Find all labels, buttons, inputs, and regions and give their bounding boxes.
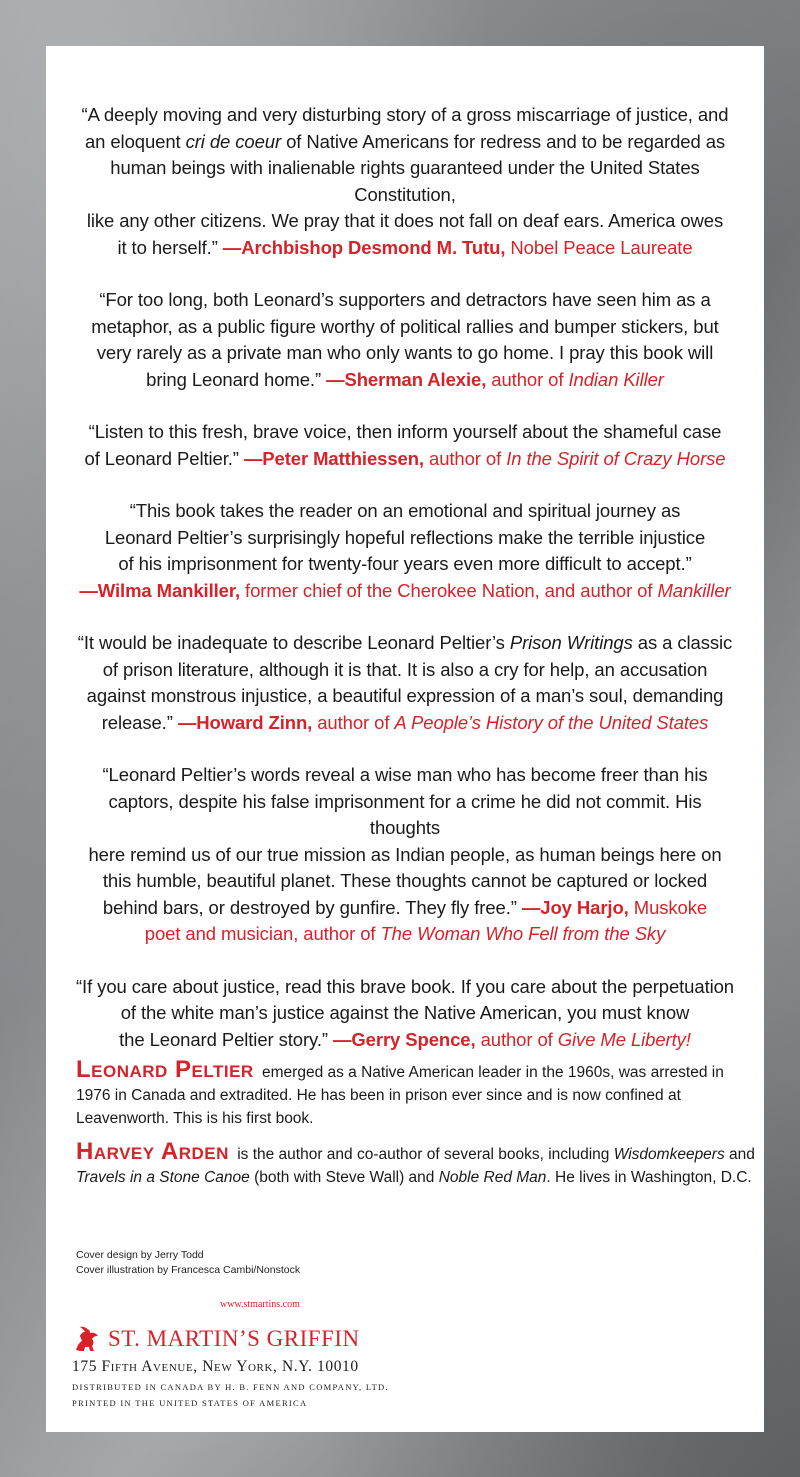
blurb-text: of his imprisonment for twenty-four years even more difficult to accept.” (118, 553, 692, 574)
blurb-text: captors, despite his false imprisonment for a crime he did not commit. His thoughts (108, 790, 702, 838)
cover-design-credit: Cover design by Jerry Todd (76, 1249, 204, 1261)
blurb-text: “If you care about justice, read this brave book. If you care about the perpetuation (75, 975, 734, 997)
publisher-address: 175 Fifth Avenue, New York, N.Y. 10010 (72, 1358, 359, 1375)
bio-name-arden: Harvey Arden (76, 1138, 229, 1165)
griffin-icon (72, 1324, 102, 1354)
blurb-text: here remind us of our true mission as Indian people, as human beings here on (88, 843, 722, 865)
blurb-text: very rarely as a private man who only wants to go home. I pray this book will (96, 342, 714, 363)
blurb-text: an eloquent cri de coeur of Native Americans for redress and to be regarded as (84, 130, 726, 152)
blurb-harjo (46, 762, 764, 948)
blurb-author: —Sherman Alexie, (326, 368, 487, 390)
blurb-attribution: of Leonard Peltier.” —Peter Matthiessen, author of In the Spirit of Crazy Horse (84, 447, 726, 469)
publisher-url[interactable]: www.stmartins.com (220, 1299, 300, 1310)
blurb-alexie (46, 287, 764, 393)
blurb-attribution-cont: poet and musician, author of The Woman Who Fell from the Sky (144, 923, 666, 944)
bio-arden: Harvey Arden is the author and co-author of several books, including Wisdomkeepers and Travels in a Stone Canoe (both with Steve Wall) and Noble Red Man. He lives in Washington, D.C. (76, 1138, 755, 1186)
blurb-text: like any other citizens. We pray that it does not fall on deaf ears. America owes (86, 210, 724, 231)
distribution-note: DISTRIBUTED IN CANADA BY H. B. FENN AND COMPANY, LTD. (72, 1382, 389, 1392)
cover-credits (76, 1248, 300, 1278)
blurb-text: of the white man’s justice against the Native American, you must know (120, 1002, 690, 1023)
blurb-text: against monstrous injustice, a beautiful expression of a man’s soul, demanding (86, 685, 724, 706)
blurb-text: “It would be inadequate to describe Leonard Peltier’s Prison Writings as a classic (77, 632, 733, 653)
blurb-attribution: release.” —Howard Zinn, author of A People’s History of the United States (101, 711, 709, 733)
blurb-attribution: —Wilma Mankiller, former chief of the Cherokee Nation, and author of Mankiller (79, 579, 731, 601)
publisher-name: ST. MARTIN’S GRIFFIN (108, 1326, 360, 1351)
blurb-text: of prison literature, although it is that. It is also a cry for help, an accusation (102, 658, 708, 680)
blurb-zinn (46, 630, 764, 736)
bio-name-peltier: Leonard Peltier (76, 1056, 254, 1083)
cover-illustration-credit: Cover illustration by Francesca Cambi/Nonstock (76, 1264, 301, 1276)
blurb-text: “This book takes the reader on an emotional and spiritual journey as (129, 500, 681, 521)
blurbs (46, 102, 764, 1079)
publisher-block (72, 1324, 432, 1408)
blurb-text: “Listen to this fresh, brave voice, then inform yourself about the shameful case (88, 421, 722, 442)
printed-note: PRINTED IN THE UNITED STATES OF AMERICA (72, 1398, 308, 1408)
blurb-author: —Wilma Mankiller, (79, 579, 240, 601)
blurb-attribution: it to herself.” —Archbishop Desmond M. Tutu, Nobel Peace Laureate (117, 236, 693, 258)
blurb-mankiller (46, 498, 764, 604)
blurb-text: metaphor, as a public figure worthy of political rallies and bumper stickers, but (91, 315, 719, 337)
blurb-author: —Archbishop Desmond M. Tutu, (222, 236, 506, 258)
blurb-text: “A deeply moving and very disturbing story of a gross miscarriage of justice, and (81, 104, 729, 125)
blurb-text: this humble, beautiful planet. These thoughts cannot be captured or locked (102, 870, 708, 891)
blurb-author: —Joy Harjo, (521, 896, 629, 918)
blurb-matthiessen (46, 419, 764, 472)
author-bios (76, 1058, 756, 1199)
blurb-text: “Leonard Peltier’s words reveal a wise man who has become freer than his (102, 764, 708, 785)
blurb-attribution: bring Leonard home.” —Sherman Alexie, author of Indian Killer (146, 368, 664, 390)
bio-peltier: Leonard Peltier emerged as a Native American leader in the 1960s, was arrested in 1976 in Canada and extradited. He has been in prison ever since and is now confined at Leavenworth. This is his first book. (76, 1056, 724, 1127)
back-cover-panel (46, 46, 764, 1432)
blurb-spence (46, 974, 764, 1054)
blurb-text: human beings with inalienable rights guaranteed under the United States Constitution, (110, 157, 700, 205)
blurb-author: —Howard Zinn, (177, 711, 313, 733)
blurb-author: —Peter Matthiessen, (243, 447, 424, 469)
blurb-author: —Gerry Spence, (332, 1028, 476, 1050)
blurb-text: “For too long, both Leonard’s supporters and detractors have seen him as a (99, 289, 711, 310)
blurb-attribution: behind bars, or destroyed by gunfire. They fly free.” —Joy Harjo, Muskoke (102, 896, 708, 918)
blurb-text: Leonard Peltier’s surprisingly hopeful reflections make the terrible injustice (104, 526, 706, 548)
blurb-attribution: the Leonard Peltier story.” —Gerry Spence, author of Give Me Liberty! (119, 1028, 691, 1050)
blurb-tutu (46, 102, 764, 261)
